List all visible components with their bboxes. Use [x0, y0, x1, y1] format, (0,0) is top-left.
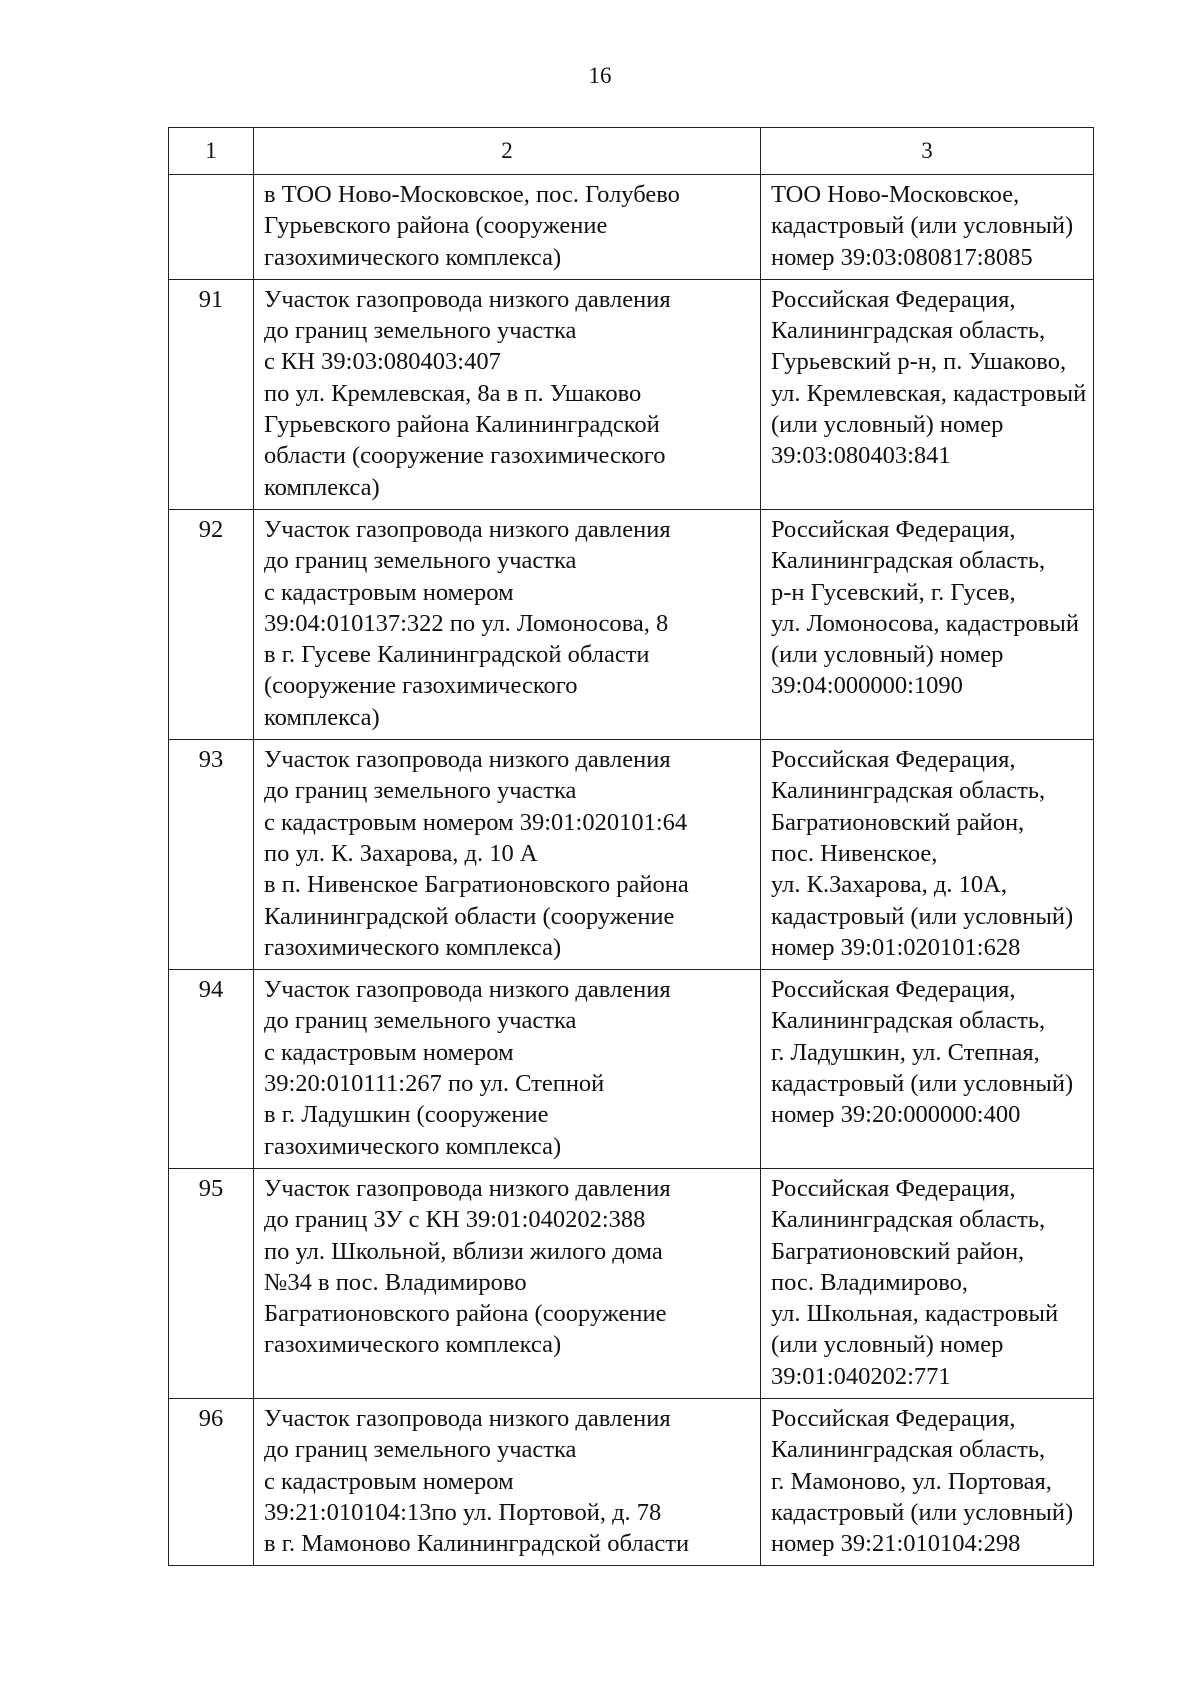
location-line: ТОО Ново-Московское, — [771, 181, 1020, 208]
table-row — [169, 970, 1094, 1169]
description-line: с кадастровым номером 39:01:020101:64 — [264, 808, 688, 836]
column-header-number: 1 — [169, 128, 254, 175]
location-line: пос. Владимирово, — [771, 1268, 969, 1296]
column-header-location: 3 — [761, 128, 1094, 175]
description-line: №34 в пос. Владимирово — [264, 1268, 527, 1296]
description-line: по ул. Кремлевская, 8а в п. Ушаково — [264, 379, 642, 407]
location-line: г. Мамоново, ул. Портовая, — [771, 1467, 1052, 1495]
location-line: Российская Федерация, — [771, 515, 1016, 543]
location-line: (или условный) номер — [771, 411, 1004, 439]
description-line: Участок газопровода низкого давления — [264, 1174, 671, 1202]
row-number: 91 — [169, 279, 254, 509]
object-location — [761, 279, 1094, 509]
row-number: 94 — [169, 970, 254, 1169]
row-number: 95 — [169, 1168, 254, 1398]
location-line: кадастровый (или условный) — [771, 902, 1074, 930]
row-number: 93 — [169, 740, 254, 970]
description-line: Участок газопровода низкого давления — [264, 746, 671, 774]
location-line: номер 39:01:020101:628 — [771, 933, 1021, 961]
description-line: по ул. Школьной, вблизи жилого дома — [264, 1237, 663, 1265]
description-line: по ул. К. Захарова, д. 10 А — [264, 839, 538, 867]
object-description — [254, 509, 761, 739]
table-row — [169, 509, 1094, 739]
description-line: 39:04:010137:322 по ул. Ломоносова, 8 — [264, 609, 669, 637]
location-line: (или условный) номер — [771, 641, 1004, 669]
table-header-row — [169, 128, 1094, 175]
page-number: 16 — [588, 63, 612, 88]
description-line: комплекса) — [264, 473, 380, 501]
description-line: с КН 39:03:080403:407 — [264, 348, 501, 376]
location-line: Российская Федерация, — [771, 285, 1016, 313]
description-line: газохимического комплекса) — [264, 243, 562, 271]
description-line: в г. Гусеве Калининградской области — [264, 641, 650, 669]
description-line: комплекса) — [264, 703, 380, 731]
description-line: Багратионовского района (сооружение — [264, 1300, 667, 1328]
table-row — [169, 1398, 1094, 1565]
row-number: 96 — [169, 1398, 254, 1565]
column-header-description: 2 — [254, 128, 761, 175]
location-line: ул. Ломоносова, кадастровый — [771, 609, 1079, 637]
description-line: Участок газопровода низкого давления — [264, 285, 671, 313]
description-line: до границ земельного участка — [264, 777, 577, 805]
location-line: Багратионовский район, — [771, 1237, 1025, 1265]
location-line: кадастровый (или условный) — [771, 1498, 1074, 1526]
location-line: ул. Кремлевская, кадастровый — [771, 379, 1087, 407]
object-location — [761, 175, 1094, 280]
description-line: Участок газопровода низкого давления — [264, 515, 671, 543]
object-description — [254, 1168, 761, 1398]
description-line: Гурьевского района (сооружение — [264, 212, 608, 240]
description-line: с кадастровым номером — [264, 1038, 514, 1066]
location-line: Калининградская область, — [771, 777, 1046, 805]
location-line: кадастровый (или условный) — [771, 212, 1074, 240]
description-line: в г. Мамоново Калининградской области — [264, 1530, 690, 1558]
location-line: 39:03:080403:841 — [771, 442, 951, 470]
description-line: (сооружение газохимического — [264, 672, 578, 700]
description-line: Гурьевского района Калининградской — [264, 411, 660, 439]
object-location — [761, 509, 1094, 739]
objects-table — [168, 127, 1094, 1566]
description-line: Участок газопровода низкого давления — [264, 1404, 671, 1432]
location-line: ул. К.Захарова, д. 10А, — [771, 871, 1007, 899]
description-line: газохимического комплекса) — [264, 1331, 562, 1359]
description-line: газохимического комплекса) — [264, 1132, 562, 1160]
description-line: области (сооружение газохимического — [264, 442, 666, 470]
location-line: Калининградская область, — [771, 547, 1046, 575]
object-location — [761, 740, 1094, 970]
table-row — [169, 175, 1094, 280]
object-location — [761, 1168, 1094, 1398]
row-number — [169, 175, 254, 280]
location-line: номер 39:21:010104:298 — [771, 1530, 1021, 1558]
object-location — [761, 970, 1094, 1169]
description-line: в ТОО Ново-Московское, пос. Голубево — [264, 181, 680, 208]
location-line: Гурьевский р-н, п. Ушаково, — [771, 348, 1067, 376]
description-line: до границ земельного участка — [264, 547, 577, 575]
location-line: р-н Гусевский, г. Гусев, — [771, 578, 1016, 606]
description-line: 39:20:010111:267 по ул. Степной — [264, 1070, 605, 1098]
location-line: 39:04:000000:1090 — [771, 672, 963, 700]
location-line: Российская Федерация, — [771, 746, 1016, 774]
object-description — [254, 740, 761, 970]
table-body — [169, 175, 1094, 1566]
row-number: 92 — [169, 509, 254, 739]
table-row — [169, 740, 1094, 970]
table-row — [169, 279, 1094, 509]
description-line: до границ земельного участка — [264, 317, 577, 345]
object-description — [254, 175, 761, 280]
location-line: Российская Федерация, — [771, 976, 1016, 1004]
location-line: Калининградская область, — [771, 1436, 1046, 1464]
location-line: (или условный) номер — [771, 1331, 1004, 1359]
location-line: номер 39:20:000000:400 — [771, 1101, 1021, 1129]
location-line: пос. Нивенское, — [771, 839, 938, 867]
location-line: Российская Федерация, — [771, 1404, 1016, 1432]
description-line: в п. Нивенское Багратионовского района — [264, 871, 689, 899]
description-line: Калининградской области (сооружение — [264, 902, 675, 930]
object-description — [254, 1398, 761, 1565]
description-line: с кадастровым номером — [264, 578, 514, 606]
description-line: газохимического комплекса) — [264, 933, 562, 961]
location-line: Калининградская область, — [771, 1206, 1046, 1234]
location-line: Калининградская область, — [771, 1007, 1046, 1035]
location-line: Российская Федерация, — [771, 1174, 1016, 1202]
location-line: Багратионовский район, — [771, 808, 1025, 836]
description-line: 39:21:010104:13по ул. Портовой, д. 78 — [264, 1498, 662, 1526]
location-line: г. Ладушкин, ул. Степная, — [771, 1038, 1040, 1066]
location-line: ул. Школьная, кадастровый — [771, 1300, 1059, 1328]
description-line: в г. Ладушкин (сооружение — [264, 1101, 549, 1129]
description-line: до границ ЗУ с КН 39:01:040202:388 — [264, 1206, 646, 1234]
description-line: Участок газопровода низкого давления — [264, 976, 671, 1004]
description-line: до границ земельного участка — [264, 1436, 577, 1464]
description-line: до границ земельного участка — [264, 1007, 577, 1035]
object-description — [254, 279, 761, 509]
location-line: номер 39:03:080817:8085 — [771, 243, 1033, 271]
table-row — [169, 1168, 1094, 1398]
location-line: кадастровый (или условный) — [771, 1070, 1074, 1098]
description-line: с кадастровым номером — [264, 1467, 514, 1495]
location-line: Калининградская область, — [771, 317, 1046, 345]
object-description — [254, 970, 761, 1169]
object-location — [761, 1398, 1094, 1565]
location-line: 39:01:040202:771 — [771, 1362, 951, 1390]
